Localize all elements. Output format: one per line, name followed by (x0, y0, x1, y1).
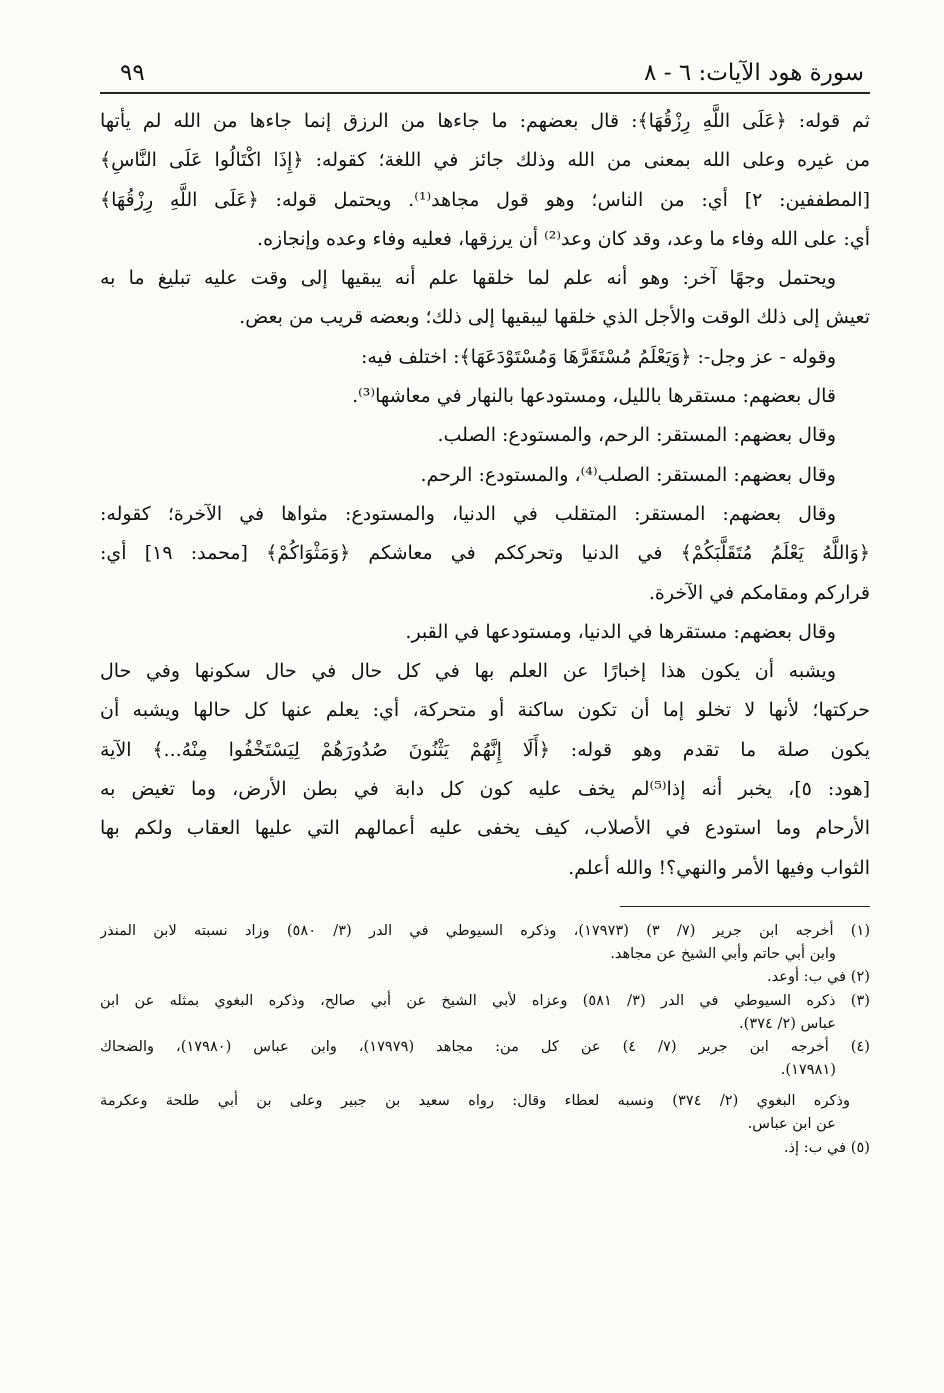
text-line: [هود: ٥]، يخبر أنه إذا⁽⁵⁾لم يخف عليه كون كل دابة في بطن الأرض، وما تغيض به (100, 778, 870, 801)
text-line: وقال بعضهم: المستقر: المتقلب في الدنيا، والمستودع: مثواها في الآخرة؛ كقوله: (100, 502, 836, 525)
text-line: وقوله - عز وجل-: ﴿وَيَعْلَمُ مُسْتَقَرَّهَا وَمُسْتَوْدَعَهَا﴾: اختلف فيه: (360, 345, 836, 368)
footnotes (100, 919, 870, 1159)
footnote-line: وذكره البغوي (٢/ ٣٧٤) ونسبه لعطاء وقال: رواه سعيد بن جبير وعلى بن أبي طلحة وعكرمة (100, 1092, 850, 1110)
text-line: وقال بعضهم: مستقرها في الدنيا، ومستودعها في القبر. (405, 620, 836, 643)
text-line: ويشبه أن يكون هذا إخبارًا عن العلم بها في كل حال في حال سكونها وفي حال (100, 660, 836, 683)
footnote-line: عباس (٢/ ٣٧٤). (739, 1014, 836, 1032)
running-header (100, 50, 870, 94)
text-line: ويحتمل وجهًا آخر: وهو أنه علم لما خلقها علم أنه يبقيها إلى وقت عليه تبليغ ما به (100, 267, 836, 290)
footnote-line: عن ابن عباس. (747, 1115, 836, 1133)
footnote-line: وابن أبي حاتم وأبي الشيخ عن مجاهد. (610, 945, 836, 963)
main-text (100, 102, 870, 888)
text-line: تعيش إلى ذلك الوقت والأجل الذي خلقها ليبقيها إلى ذلك؛ وبعضه قريب من بعض. (239, 306, 870, 329)
footnote-line: (٤) أخرجه ابن جرير (٧/ ٤) عن كل من: مجاهد (١٧٩٧٩)، وابن عباس (١٧٩٨٠)، والضحاك (100, 1037, 870, 1055)
page-number: ٩٩ (120, 60, 145, 86)
text-line: الثواب وفيها الأمر والنهي؟! والله أعلم. (568, 856, 870, 879)
text-line: أي: على الله وفاء ما وعد، وقد كان وعد⁽²⁾ أن يرزقها، فعليه وفاء وعده وإنجازه. (257, 227, 870, 250)
footnote-line: (١) أخرجه ابن جرير (٧/ ٣) (١٧٩٧٣)، وذكره السيوطي في الدر (٣/ ٥٨٠) وزاد نسبته لابن المنذر (100, 921, 870, 939)
header-title: سورة هود الآيات: ٦ - ٨ (644, 60, 864, 86)
footnote-line: (١٧٩٨١). (780, 1061, 836, 1079)
text-line: من غيره وعلى الله بمعنى من الله وذلك جائز في اللغة؛ كقوله: ﴿إِذَا اكْتَالُوا عَلَى النَّاسِ﴾ (100, 149, 870, 172)
footnote-line: (٢) في ب: أوعد. (766, 968, 870, 986)
footnote-line: (٥) في ب: إذ. (783, 1138, 870, 1156)
text-line: ثم قوله: ﴿عَلَى اللَّهِ رِزْقُهَا﴾: قال بعضهم: ما جاءها من الرزق إنما جاءها من الله لم يأتها (100, 110, 870, 132)
text-line: يكون صلة ما تقدم وهو قوله: ﴿أَلَا إِنَّهُمْ يَثْنُونَ صُدُورَهُمْ لِيَسْتَخْفُوا مِنْهُ...﴾ الآية (100, 738, 870, 761)
footnote-separator (620, 906, 870, 907)
page (100, 50, 870, 1159)
text-line: [المطففين: ٢] أي: من الناس؛ وهو قول مجاهد⁽¹⁾. ويحتمل قوله: ﴿عَلَى اللَّهِ رِزْقُهَا﴾ (100, 188, 870, 211)
text-line: الأرحام وما استودع في الأصلاب، كيف يخفى عليه أعمالهم التي عليها العقاب ولكم بها (100, 817, 870, 840)
text-line: قراركم ومقامكم في الآخرة. (648, 581, 870, 604)
text-line: حركتها؛ لأنها لا تخلو إما أن تكون ساكنة أو متحركة، أي: يعلم عنها كل حالها ويشبه أن (100, 699, 870, 722)
text-line: قال بعضهم: مستقرها بالليل، ومستودعها بالنهار في معاشها⁽³⁾. (352, 385, 836, 408)
text-line: وقال بعضهم: المستقر: الصلب⁽⁴⁾، والمستودع: الرحم. (420, 463, 836, 486)
footnote-line: (٣) ذكره السيوطي في الدر (٣/ ٥٨١) وعزاه لأبي الشيخ عن أبي صالح، وذكره البغوي بمثله عن ابن (100, 991, 870, 1009)
text-line: وقال بعضهم: المستقر: الرحم، والمستودع: الصلب. (437, 424, 836, 447)
text-line: ﴿وَاللَّهُ يَعْلَمُ مُتَقَلَّبَكُمْ﴾ في الدنيا وتحرككم في معاشكم ﴿وَمَثْوَاكُمْ﴾ [محمد: ١٩] أي: (100, 542, 870, 565)
